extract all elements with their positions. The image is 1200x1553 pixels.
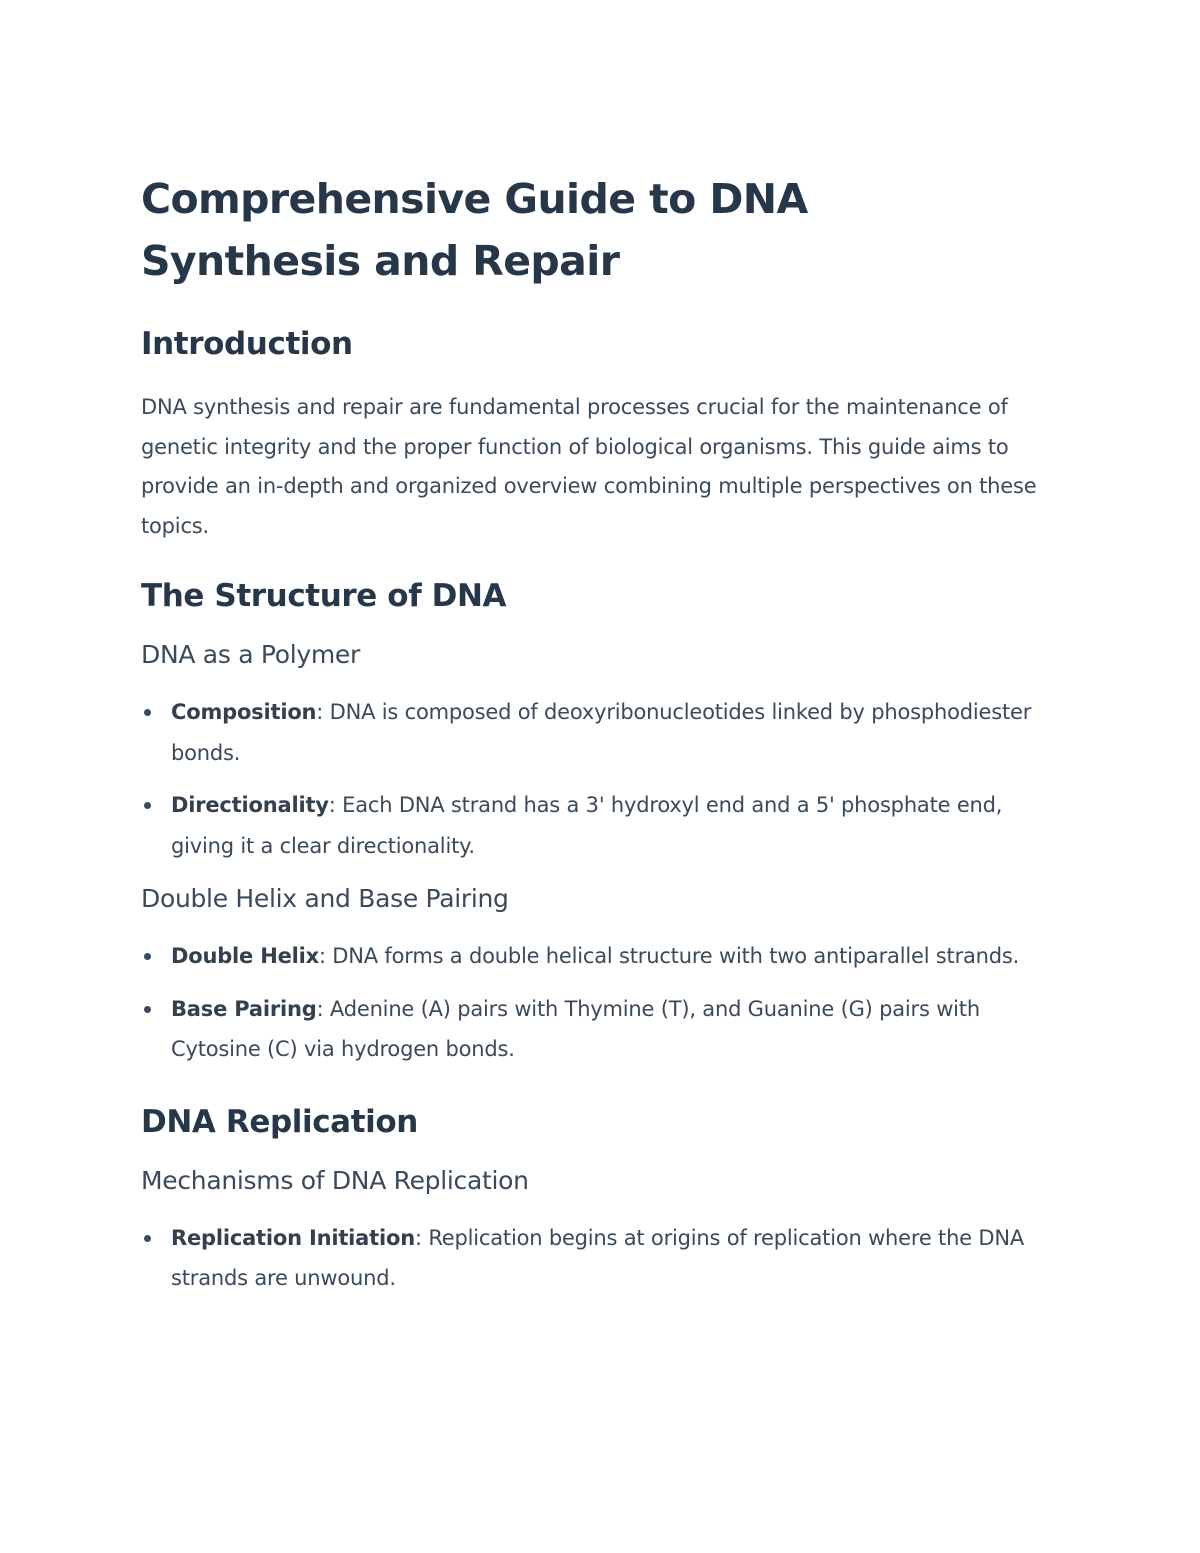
list-item-term: Directionality [171,793,329,817]
list-item-term: Base Pairing [171,996,317,1021]
section-heading-replication: DNA Replication [141,1103,418,1140]
list-item [141,989,1061,1070]
list-item-text: : Adenine (A) pairs with Thymine (T), and Guanine (G) pairs with Cytosine (C) via hydrogen bonds. [171,996,980,1061]
bullet-icon [144,802,151,809]
list-item-text: : DNA forms a double helical structure with two antiparallel strands. [318,944,1020,968]
mechanisms-list [141,1218,1061,1299]
list-item-text: : DNA is composed of deoxyribonucleotides linked by phosphodiester bonds. [171,700,1032,765]
document-page [141,168,1061,1299]
list-item [141,785,1061,866]
page-title: Comprehensive Guide to DNA Synthesis and Repair [141,175,808,285]
helix-list [141,936,1061,1070]
bullet-icon [144,1235,151,1242]
subsection-heading-polymer: DNA as a Polymer [141,640,360,669]
subsection-heading-mechanisms: Mechanisms of DNA Replication [141,1165,529,1195]
list-item-text: : Each DNA strand has a 3' hydroxyl end and a 5' phosphate end, giving it a clear directionality. [171,793,1003,858]
polymer-list [141,692,1061,866]
list-item-term: Double Helix [171,944,319,968]
list-item-term: Replication Initiation [171,1225,415,1250]
list-item-term: Composition [171,700,317,724]
bullet-icon [144,1006,151,1013]
list-item [141,1218,1061,1299]
bullet-icon [144,709,151,716]
subsection-heading-helix: Double Helix and Base Pairing [141,884,509,913]
bullet-icon [144,953,151,960]
list-item [141,692,1061,773]
introduction-paragraph: DNA synthesis and repair are fundamental processes crucial for the maintenance of genetic integrity and the proper function of biological organisms. This guide aims to provide an in-depth and organized overview combining multiple perspectives on these topics. [141,395,1037,538]
list-item-text: : Replication begins at origins of replication where the DNA strands are unwound. [171,1225,1025,1290]
section-heading-structure: The Structure of DNA [141,578,507,614]
list-item [141,936,1061,977]
section-heading-introduction: Introduction [141,326,353,362]
